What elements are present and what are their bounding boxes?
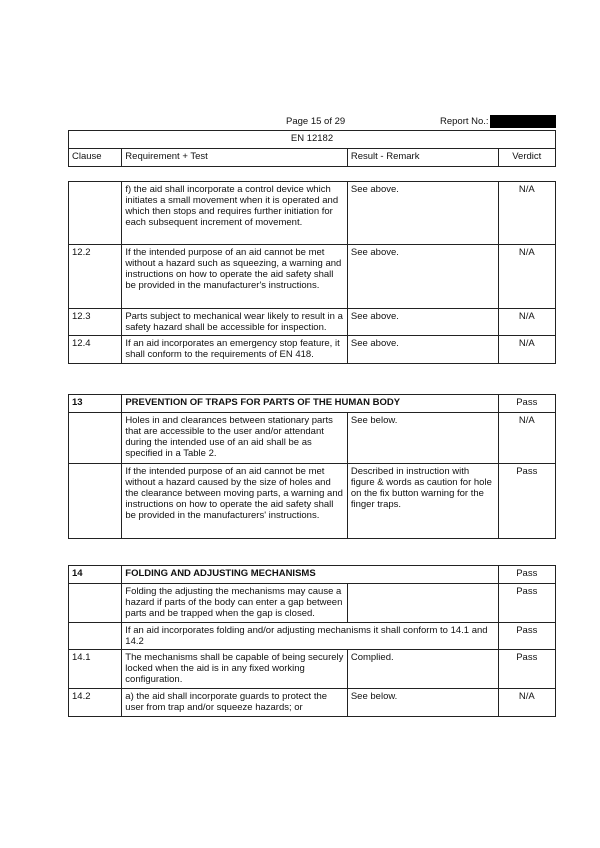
clause-cell: 12.3 [69,309,122,336]
result-cell: Described in instruction with figure & words as caution for hole on the fix button warning for the finger traps. [347,464,498,539]
page-header [68,114,556,130]
requirement-cell: a) the aid shall incorporate guards to protect the user from trap and/or squeeze hazards; or [122,689,348,717]
verdict-cell: N/A [498,245,555,309]
table-row [69,584,556,623]
requirement-cell: If an aid incorporates folding and/or adjusting mechanisms it shall conform to 14.1 and 14.2 [122,623,498,650]
clause-13-table [68,394,556,539]
verdict-cell: Pass [498,650,555,689]
table-row [69,650,556,689]
clause-cell: 12.2 [69,245,122,309]
section-header-row [69,566,556,584]
table-row [69,182,556,245]
column-header-requirement: Requirement + Test [122,149,348,167]
clause-cell: 12.4 [69,336,122,364]
column-header-clause: Clause [69,149,122,167]
result-cell: See below. [347,413,498,464]
verdict-cell: N/A [498,336,555,364]
column-header-verdict: Verdict [498,149,555,167]
clause-12-table [68,181,556,364]
verdict-cell: N/A [498,309,555,336]
result-cell: Complied. [347,650,498,689]
section-verdict: Pass [498,395,555,413]
requirement-cell: The mechanisms shall be capable of being securely locked when the aid is in any fixed working configuration. [122,650,348,689]
clause-cell [69,413,122,464]
section-header-row [69,395,556,413]
section-title: FOLDING AND ADJUSTING MECHANISMS [122,566,498,584]
requirement-cell: Parts subject to mechanical wear likely to result in a safety hazard shall be accessible for inspection. [122,309,348,336]
column-header-result: Result - Remark [347,149,498,167]
table-row [69,336,556,364]
requirement-cell: Folding the adjusting the mechanisms may cause a hazard if parts of the body can enter a gap between parts and be trapped when the gap is closed. [122,584,348,623]
verdict-cell: N/A [498,182,555,245]
clause-cell [69,182,122,245]
verdict-cell: Pass [498,584,555,623]
verdict-cell: N/A [498,689,555,717]
clause-cell [69,464,122,539]
table-row [69,623,556,650]
standard-title: EN 12182 [69,131,556,149]
result-cell: See above. [347,336,498,364]
verdict-cell: Pass [498,623,555,650]
result-cell: See above. [347,182,498,245]
requirement-cell: If the intended purpose of an aid cannot be met without a hazard such as squeezing, a warning and instructions on how to operate the aid safety shall be provided in the manufacturer's instructions. [122,245,348,309]
requirement-cell: f) the aid shall incorporate a control device which initiates a small movement when it is operated and which then stops and requires further initiation for each subsequent increment of movement. [122,182,348,245]
section-title: PREVENTION OF TRAPS FOR PARTS OF THE HUMAN BODY [122,395,498,413]
clause-cell [69,584,122,623]
report-number-label: Report No.: [440,116,489,127]
requirement-cell: If an aid incorporates an emergency stop feature, it shall conform to the requirements of EN 418. [122,336,348,364]
requirement-cell: If the intended purpose of an aid cannot be met without a hazard caused by the size of holes and the clearance between moving parts, a warning and instructions on how to operate the aid safety shall be provided in the manufacturers' instructions. [122,464,348,539]
section-clause: 14 [69,566,122,584]
verdict-cell: Pass [498,464,555,539]
requirement-cell: Holes in and clearances between stationary parts that are accessible to the user and/or attendant during the intended use of an aid shall be as specified in a Table 2. [122,413,348,464]
table-row [69,245,556,309]
verdict-cell: N/A [498,413,555,464]
result-cell: See above. [347,245,498,309]
page-number: Page 15 of 29 [286,116,346,127]
standard-header-table [68,130,556,167]
table-row [69,413,556,464]
clause-cell [69,623,122,650]
table-row [69,689,556,717]
table-row [69,464,556,539]
section-clause: 13 [69,395,122,413]
section-verdict: Pass [498,566,555,584]
result-cell: See below. [347,689,498,717]
clause-14-table [68,565,556,717]
result-cell [347,584,498,623]
clause-cell: 14.1 [69,650,122,689]
result-cell: See above. [347,309,498,336]
clause-cell: 14.2 [69,689,122,717]
table-row [69,309,556,336]
redacted-report-number [490,115,556,128]
